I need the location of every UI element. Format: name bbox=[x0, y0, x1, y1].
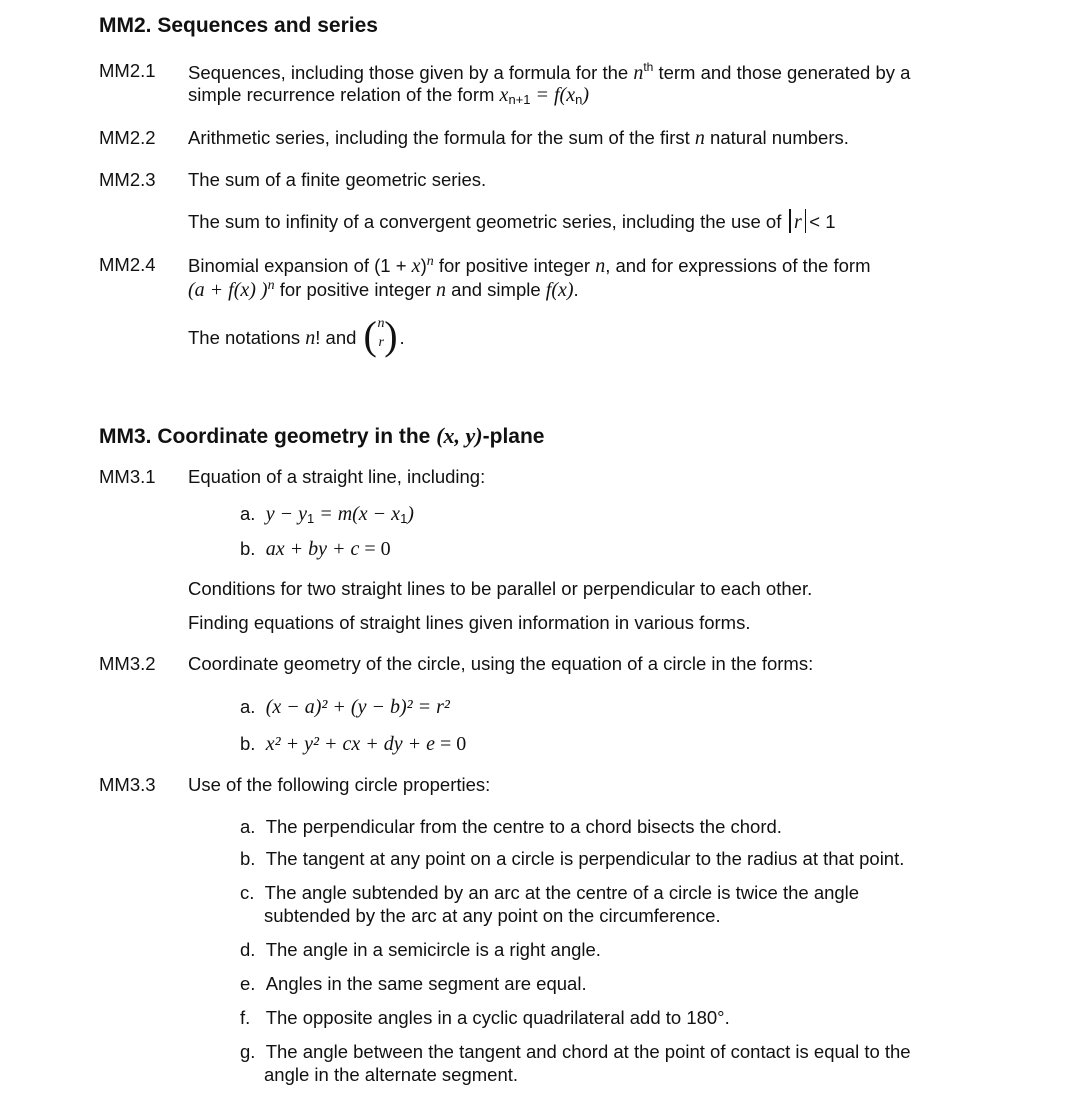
list-item-property-c: c. The angle subtended by an arc at the centre of a circle is twice the angle bbox=[240, 882, 860, 903]
item-code-mm3-2: MM3.2 bbox=[99, 653, 156, 674]
item-code-mm2-2: MM2.2 bbox=[99, 127, 156, 148]
item-code-mm2-3: MM2.3 bbox=[99, 169, 156, 190]
item-text-mm3-1-conditions: Conditions for two straight lines to be parallel or perpendicular to each other. bbox=[188, 578, 813, 599]
list-item-mm3-1-a: a. $y - y_1 = m(x - x_1)$ bbox=[240, 503, 414, 526]
item-text-mm2-1-line1: Sequences, including those given by a formula for the $n^{th}$ term and those generated by a bbox=[188, 60, 911, 84]
list-item-property-c-cont: subtended by the arc at any point on the circumference. bbox=[264, 905, 721, 926]
item-code-mm2-1: MM2.1 bbox=[99, 60, 156, 81]
list-item-mm3-2-b: b. x² + y² + cx + dy + e = 0 bbox=[240, 733, 467, 755]
item-text-mm2-4-line2: (a + f(x) )$^n$ for positive integer n and simple f(x). bbox=[188, 278, 579, 302]
list-item-mm3-2-a: a. (x − a)² + (y − b)² = r² bbox=[240, 696, 450, 718]
list-item-property-f: f. The opposite angles in a cyclic quadrilateral add to 180°. bbox=[240, 1007, 730, 1028]
list-item-mm3-1-b: b. ax + by + c = 0 bbox=[240, 538, 391, 560]
abs-bar-right bbox=[805, 209, 807, 233]
item-text-mm2-2: Arithmetic series, including the formula for the sum of the first n natural numbers. bbox=[188, 127, 849, 149]
item-text-mm3-1-finding: Finding equations of straight lines given information in various forms. bbox=[188, 612, 751, 633]
list-item-property-b: b. The tangent at any point on a circle is perpendicular to the radius at that point. bbox=[240, 848, 905, 869]
item-code-mm2-4: MM2.4 bbox=[99, 254, 156, 275]
item-code-mm3-1: MM3.1 bbox=[99, 466, 156, 487]
list-item-property-d: d. The angle in a semicircle is a right angle. bbox=[240, 939, 601, 960]
item-text-mm2-3-infinity: The sum to infinity of a convergent geometric series, including the use of r < 1 bbox=[188, 211, 836, 233]
binomial-coefficient: ( n r ) bbox=[363, 313, 398, 358]
abs-bar-left bbox=[789, 209, 791, 233]
list-item-property-a: a. The perpendicular from the centre to a chord bisects the chord. bbox=[240, 816, 782, 837]
item-text-mm3-2: Coordinate geometry of the circle, using the equation of a circle in the forms: bbox=[188, 653, 814, 674]
item-text-mm2-3: The sum of a finite geometric series. bbox=[188, 169, 487, 190]
item-text-mm2-4-line1: Binomial expansion of $(1 + x)^n$ for positive integer n, and for expressions of the form bbox=[188, 254, 871, 278]
list-item-property-g-cont: angle in the alternate segment. bbox=[264, 1064, 519, 1085]
item-text-mm3-1: Equation of a straight line, including: bbox=[188, 466, 486, 487]
item-text-mm3-3: Use of the following circle properties: bbox=[188, 774, 491, 795]
list-item-property-e: e. Angles in the same segment are equal. bbox=[240, 973, 587, 994]
item-code-mm3-3: MM3.3 bbox=[99, 774, 156, 795]
list-item-property-g: g. The angle between the tangent and chord at the point of contact is equal to the bbox=[240, 1041, 911, 1062]
section-title-mm3: MM3. Coordinate geometry in the (x, y)-plane bbox=[99, 423, 545, 448]
item-text-mm2-1-line2: simple recurrence relation of the form $x_{n+1} = f(x_n)$ bbox=[188, 84, 589, 107]
section-title-mm2: MM2. Sequences and series bbox=[99, 14, 378, 37]
item-text-mm2-4-notations: The notations n! and ( n r ) . bbox=[188, 313, 405, 358]
